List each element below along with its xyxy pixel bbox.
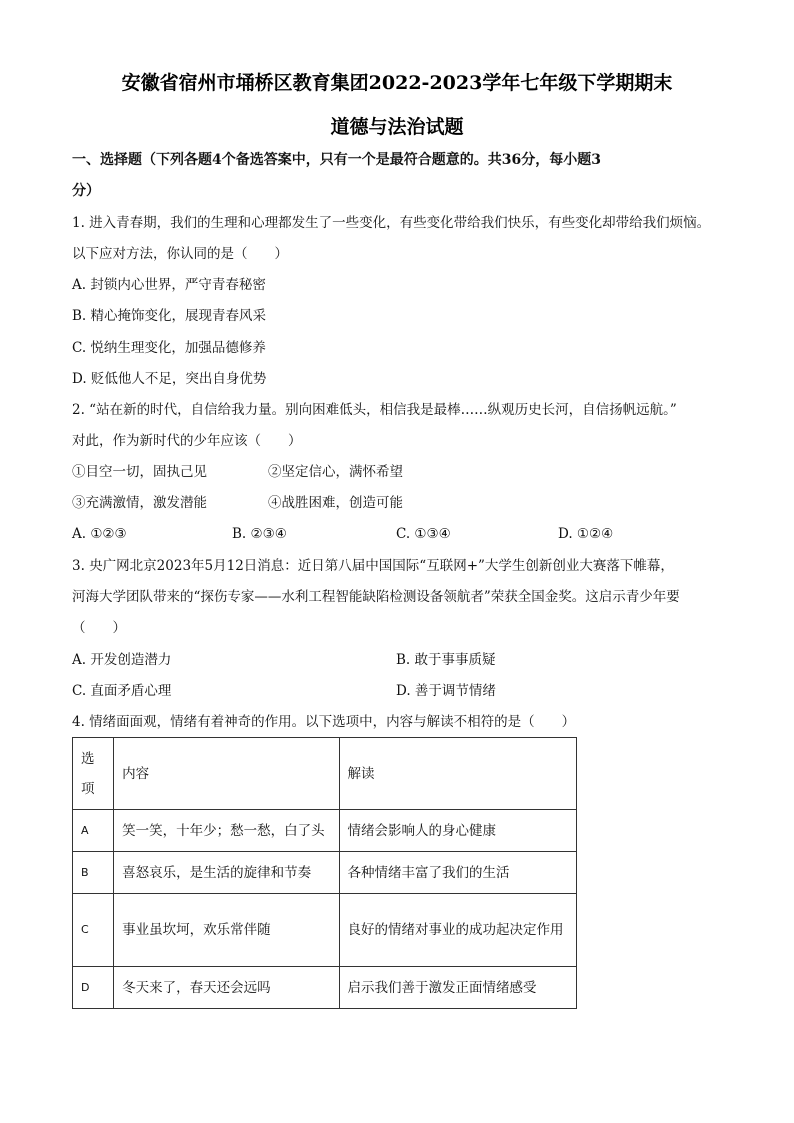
q1-stem: 1. 进入青春期，我们的生理和心理都发生了一些变化，有些变化带给我们快乐，有些变化却带给我们烦恼。 [72,215,711,231]
header-option-label: 选项 [81,750,95,797]
header-content: 内容 [114,738,339,810]
q1-stem-cont: 以下应对方法，你认同的是（ ） [72,246,288,262]
row-d-option: D [73,967,114,1009]
q2-option-b: B. ②③④ [232,526,287,542]
q2-stem-cont: 对此，作为新时代的少年应该（ ） [72,433,302,449]
q3-stem-cont: 河海大学团队带来的“探伤专家——水利工程智能缺陷检测设备领航者”荣获全国金奖。这启示青少年要 [72,589,680,605]
table-row [73,894,577,967]
row-d-content: 冬天来了，春天还会远吗 [114,967,339,1009]
table-row [73,810,577,852]
exam-title: 安徽省宿州市埇桥区教育集团2022-2023学年七年级下学期期末 [121,72,673,94]
row-b-option: B [73,852,114,894]
exam-subtitle: 道德与法治试题 [330,116,464,138]
row-b-interpretation: 各种情绪丰富了我们的生活 [339,852,576,894]
q2-option-a: A. ①②③ [72,526,127,542]
header-option [73,738,114,810]
q3-stem-paren: （ ） [72,620,126,636]
row-c-content: 事业虽坎坷，欢乐常伴随 [114,894,339,967]
q3-option-c: C. 直面矛盾心理 [72,683,172,699]
q3-option-a: A. 开发创造潜力 [72,652,172,668]
q2-stem: 2. “站在新的时代，自信给我力量。别向困难低头，相信我是最棒……纵观历史长河，自信扬帆远航。” [72,402,677,418]
q3-option-d: D. 善于调节情绪 [396,683,496,699]
row-c-interpretation: 良好的情绪对事业的成功起决定作用 [339,894,576,967]
q2-option-d: D. ①②④ [558,526,614,542]
q1-option-a: A. 封锁内心世界，严守青春秘密 [72,277,266,293]
q2-option-c: C. ①③④ [396,526,451,542]
q2-item-1: ①目空一切，固执己见 [72,464,207,480]
q4-stem: 4. 情绪面面观，情绪有着神奇的作用。以下选项中，内容与解读不相符的是（ ） [72,714,576,730]
row-a-option: A [73,810,114,852]
q1-option-b: B. 精心掩饰变化，展现青春风采 [72,308,267,324]
row-a-content: 笑一笑，十年少；愁一愁，白了头 [114,810,339,852]
row-a-interpretation: 情绪会影响人的身心健康 [339,810,576,852]
q1-option-c: C. 悦纳生理变化，加强品德修养 [72,340,266,356]
table-row [73,967,577,1009]
table-row [73,852,577,894]
section-heading: 一、选择题（下列各题4个备选答案中，只有一个是最符合题意的。共36分，每小题3 [72,152,601,168]
q2-item-3: ③充满激情，激发潜能 [72,495,207,511]
row-b-content: 喜怒哀乐，是生活的旋律和节奏 [114,852,339,894]
q1-option-d: D. 贬低他人不足，突出自身优势 [72,371,267,387]
header-interpretation: 解读 [339,738,576,810]
q3-option-b: B. 敢于事事质疑 [396,652,496,668]
q3-stem: 3. 央广网北京2023年5月12日消息：近日第八届中国国际“互联网+”大学生创新创业大赛落下帷幕， [72,558,674,574]
section-heading-cont: 分） [72,183,100,199]
q4-table [72,737,577,1009]
row-d-interpretation: 启示我们善于激发正面情绪感受 [339,967,576,1009]
row-c-option: C [73,894,114,967]
table-header-row [73,738,577,810]
q2-item-2: ②坚定信心，满怀希望 [268,464,403,480]
q2-item-4: ④战胜困难，创造可能 [268,495,403,511]
